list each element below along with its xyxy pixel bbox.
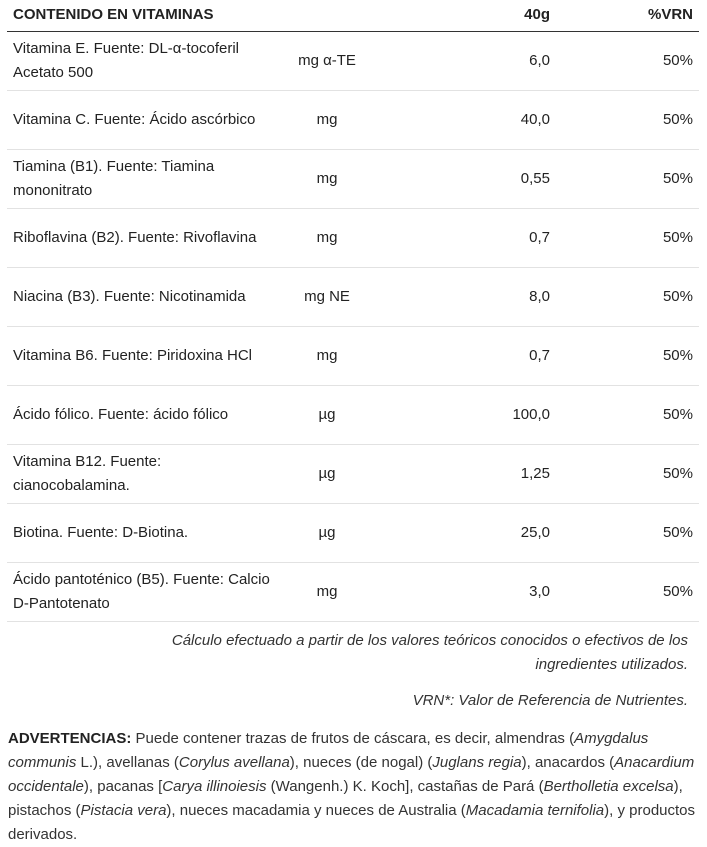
table-row bbox=[7, 386, 699, 445]
warning-label: ADVERTENCIAS: bbox=[8, 730, 132, 747]
vitamin-amount: 3,0 bbox=[377, 563, 556, 622]
vitamin-unit: mg bbox=[277, 563, 377, 622]
vrn-note: VRN*: Valor de Referencia de Nutrientes. bbox=[412, 692, 688, 709]
vitamin-table bbox=[7, 0, 699, 622]
vitamin-vrn: 50% bbox=[556, 386, 699, 445]
vitamin-unit: µg bbox=[277, 445, 377, 504]
vitamin-name: Biotina. Fuente: D-Biotina. bbox=[7, 504, 277, 563]
table-row bbox=[7, 268, 699, 327]
warning-species: Juglans regia bbox=[432, 754, 522, 771]
warning-text: (Wangenh.) K. Koch], castañas de Pará ( bbox=[266, 778, 544, 795]
vitamin-name: Ácido fólico. Fuente: ácido fólico bbox=[7, 386, 277, 445]
header-unit bbox=[277, 0, 377, 32]
vitamin-amount: 0,7 bbox=[377, 209, 556, 268]
calculation-note: Cálculo efectuado a partir de los valores teóricos conocidos o efectivos de los ingredientes utilizados. bbox=[171, 632, 688, 673]
warning-text: ), nueces (de nogal) ( bbox=[289, 754, 433, 771]
warning-text: ), y productos derivados. bbox=[8, 802, 696, 843]
table-row bbox=[7, 327, 699, 386]
vitamin-unit: mg bbox=[277, 209, 377, 268]
warning-species: Corylus avellana bbox=[178, 754, 290, 771]
header-vitamin-content: CONTENIDO EN VITAMINAS bbox=[7, 0, 277, 32]
table-row bbox=[7, 445, 699, 504]
vitamin-unit: µg bbox=[277, 386, 377, 445]
vitamin-name: Vitamina C. Fuente: Ácido ascórbico bbox=[7, 91, 277, 150]
vitamin-unit: mg NE bbox=[277, 268, 377, 327]
vitamin-unit: mg α-TE bbox=[277, 32, 377, 91]
vitamin-vrn: 50% bbox=[556, 209, 699, 268]
warning-species: Anacardium occidentale bbox=[8, 754, 695, 795]
vitamin-amount: 0,55 bbox=[377, 150, 556, 209]
vitamin-vrn: 50% bbox=[556, 91, 699, 150]
vitamin-name: Vitamina E. Fuente: DL-α-tocoferil Acetato 500 bbox=[7, 32, 277, 91]
vitamin-name: Niacina (B3). Fuente: Nicotinamida bbox=[7, 268, 277, 327]
vitamin-name: Vitamina B12. Fuente: cianocobalamina. bbox=[7, 445, 277, 504]
table-row bbox=[7, 150, 699, 209]
table-header-row bbox=[7, 0, 699, 32]
header-amount: 40g bbox=[377, 0, 556, 32]
warning-text: Puede contener trazas de frutos de cáscara, es decir, almendras ( bbox=[131, 730, 575, 747]
warning-species: Bertholletia excelsa bbox=[543, 778, 674, 795]
vitamin-amount: 1,25 bbox=[377, 445, 556, 504]
header-vrn: %VRN bbox=[556, 0, 699, 32]
vitamin-amount: 8,0 bbox=[377, 268, 556, 327]
vitamin-unit: mg bbox=[277, 327, 377, 386]
vitamin-amount: 25,0 bbox=[377, 504, 556, 563]
warning-species: Amygdalus communis bbox=[8, 730, 649, 771]
warning-text: ), nueces macadamia y nueces de Australia ( bbox=[166, 802, 466, 819]
vitamin-unit: mg bbox=[277, 150, 377, 209]
vitamin-name: Tiamina (B1). Fuente: Tiamina mononitrato bbox=[7, 150, 277, 209]
vitamin-amount: 100,0 bbox=[377, 386, 556, 445]
vitamin-name: Riboflavina (B2). Fuente: Rivoflavina bbox=[7, 209, 277, 268]
table-row bbox=[7, 209, 699, 268]
table-row bbox=[7, 504, 699, 563]
warning-text: ), anacardos ( bbox=[521, 754, 615, 771]
allergen-warning bbox=[8, 727, 701, 847]
vitamin-amount: 0,7 bbox=[377, 327, 556, 386]
warning-text: L.), avellanas ( bbox=[76, 754, 179, 771]
vitamin-vrn: 50% bbox=[556, 32, 699, 91]
warning-species: Macadamia ternifolia bbox=[465, 802, 605, 819]
warning-species: Pistacia vera bbox=[80, 802, 167, 819]
vitamin-name: Ácido pantoténico (B5). Fuente: Calcio D-Pantotenato bbox=[7, 563, 277, 622]
vitamin-amount: 40,0 bbox=[377, 91, 556, 150]
warning-species: Carya illinoiesis bbox=[162, 778, 267, 795]
warning-text: ), pistachos ( bbox=[8, 778, 683, 819]
table-row bbox=[7, 32, 699, 91]
vitamin-amount: 6,0 bbox=[377, 32, 556, 91]
vitamin-vrn: 50% bbox=[556, 268, 699, 327]
vitamin-vrn: 50% bbox=[556, 327, 699, 386]
vitamin-unit: µg bbox=[277, 504, 377, 563]
vitamin-vrn: 50% bbox=[556, 504, 699, 563]
warning-text: ), pacanas [ bbox=[83, 778, 163, 795]
table-row bbox=[7, 563, 699, 622]
vitamin-name: Vitamina B6. Fuente: Piridoxina HCl bbox=[7, 327, 277, 386]
table-row bbox=[7, 91, 699, 150]
vitamin-vrn: 50% bbox=[556, 445, 699, 504]
vitamin-vrn: 50% bbox=[556, 150, 699, 209]
vitamin-unit: mg bbox=[277, 91, 377, 150]
vitamin-vrn: 50% bbox=[556, 563, 699, 622]
